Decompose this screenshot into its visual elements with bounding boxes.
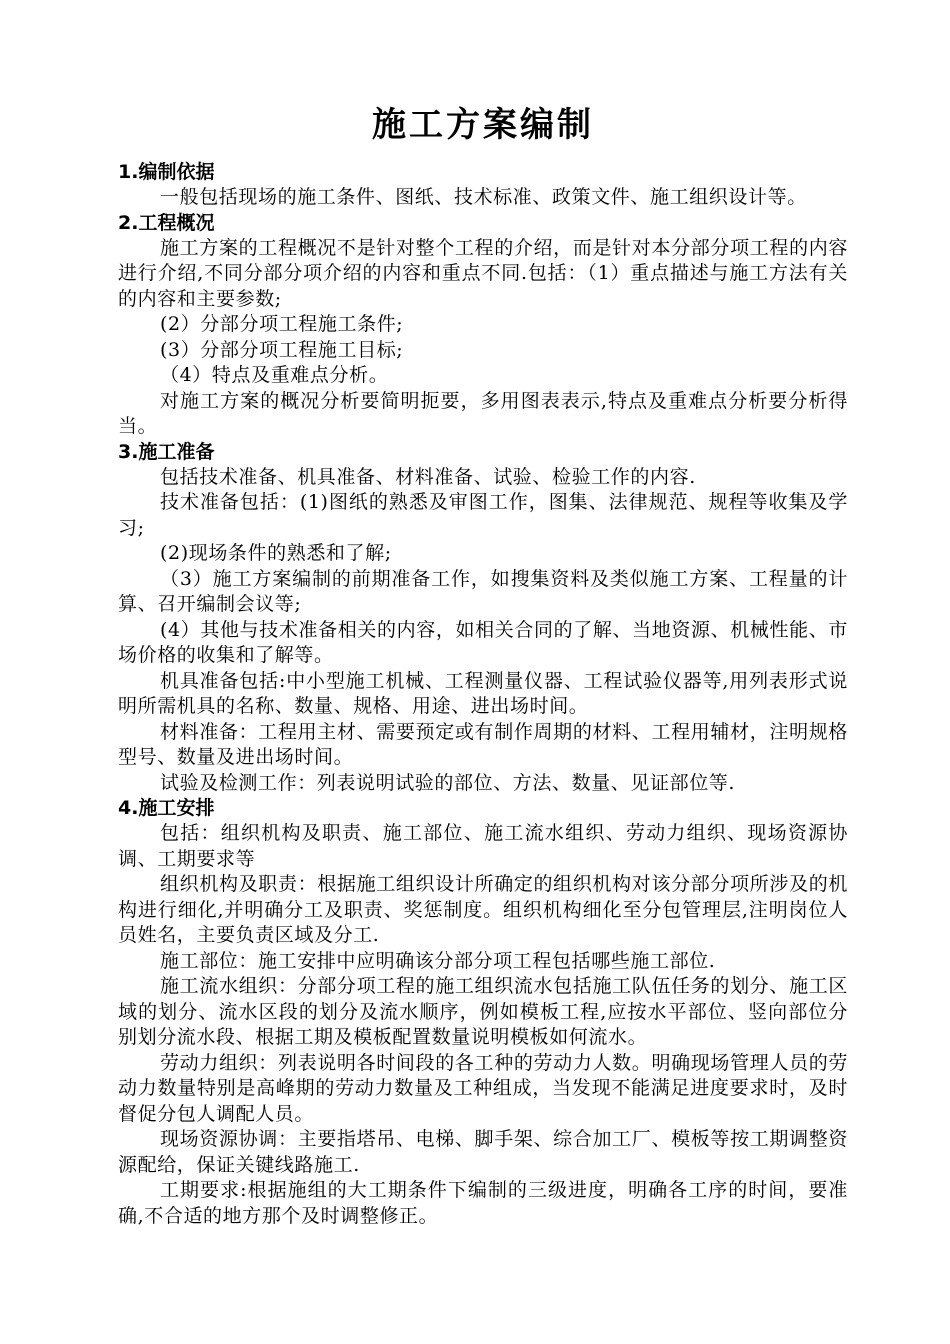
section-overview: [118, 211, 848, 440]
document-page: [118, 100, 848, 1229]
paragraph: （4）特点及重难点分析。: [160, 364, 389, 386]
paragraph: 现场资源协调：主要指塔吊、电梯、脚手架、综合加工厂、模板等按工期调整资源配给，保证关键线路施工.: [118, 1128, 848, 1176]
paragraph: 材料准备：工程用主材、需要预定或有制作周期的材料、工程用辅材，注明规格型号、数量及进出场时间。: [118, 720, 848, 768]
paragraph: (2)现场条件的熟悉和了解;: [160, 542, 392, 564]
section-basis: [118, 160, 848, 211]
paragraph: (2）分部分项工程施工条件;: [160, 313, 404, 335]
paragraph: 工期要求:根据施组的大工期条件下编制的三级进度，明确各工序的时间，要准确,不合适的地方那个及时调整修正。: [118, 1179, 848, 1227]
paragraph: 技术准备包括：(1)图纸的熟悉及审图工作，图集、法律规范、规程等收集及学习;: [118, 491, 848, 539]
paragraph: 对施工方案的概况分析要简明扼要，多用图表表示,特点及重难点分析要分析得当。: [118, 389, 848, 437]
paragraph: 包括技术准备、机具准备、材料准备、试验、检验工作的内容.: [160, 465, 696, 488]
paragraph: (3）分部分项工程施工目标;: [160, 338, 404, 361]
paragraph: 施工部位：施工安排中应明确该分部分项工程包括哪些施工部位.: [160, 949, 716, 972]
paragraph: 劳动力组织：列表说明各时间段的各工种的劳动力人数。明确现场管理人员的劳动力数量特别是高峰期的劳动力数量及工种组成，当发现不能满足进度要求时，及时督促分包人调配人员。: [118, 1051, 848, 1125]
paragraph: 试验及检测工作：列表说明试验的部位、方法、数量、见证部位等.: [160, 771, 736, 794]
section-heading: 4.施工安排: [118, 797, 215, 819]
section-heading: 1.编制依据: [118, 161, 215, 183]
paragraph: 包括：组织机构及职责、施工部位、施工流水组织、劳动力组织、现场资源协调、工期要求等: [118, 822, 848, 870]
section-heading: 2.工程概况: [118, 211, 215, 234]
section-arrangement: [118, 796, 848, 1229]
section-heading: 3.施工准备: [118, 440, 215, 463]
paragraph: （3）施工方案编制的前期准备工作，如搜集资料及类似施工方案、工程量的计算、召开编制会议等;: [118, 567, 848, 615]
paragraph: 施工流水组织：分部分项工程的施工组织流水包括施工队伍任务的划分、施工区域的划分、流水区段的划分及流水顺序，例如模板工程,应按水平部位、竖向部位分别划分流水段、根据工期及模板配置数量说明模板如何流水。: [118, 975, 848, 1048]
section-preparation: [118, 440, 848, 797]
paragraph: (4）其他与技术准备相关的内容，如相关合同的了解、当地资源、机械性能、市场价格的收集和了解等。: [118, 618, 848, 666]
document-title: 施工方案编制: [372, 105, 594, 145]
paragraph: 组织机构及职责：根据施工组织设计所确定的组织机构对该分部分项所涉及的机构进行细化,并明确分工及职责、奖惩制度。组织机构细化至分包管理层,注明岗位人员姓名，主要负责区域及分工.: [118, 873, 848, 946]
paragraph: 一般包括现场的施工条件、图纸、技术标准、政策文件、施工组织设计等。: [160, 186, 807, 208]
paragraph: 机具准备包括:中小型施工机械、工程测量仪器、工程试验仪器等,用列表形式说明所需机具的名称、数量、规格、用途、进出场时间。: [118, 669, 848, 717]
paragraph: 施工方案的工程概况不是针对整个工程的介绍，而是针对本分部分项工程的内容进行介绍,不同分部分项介绍的内容和重点不同.包括：（1）重点描述与施工方法有关的内容和主要参数;: [118, 236, 848, 310]
